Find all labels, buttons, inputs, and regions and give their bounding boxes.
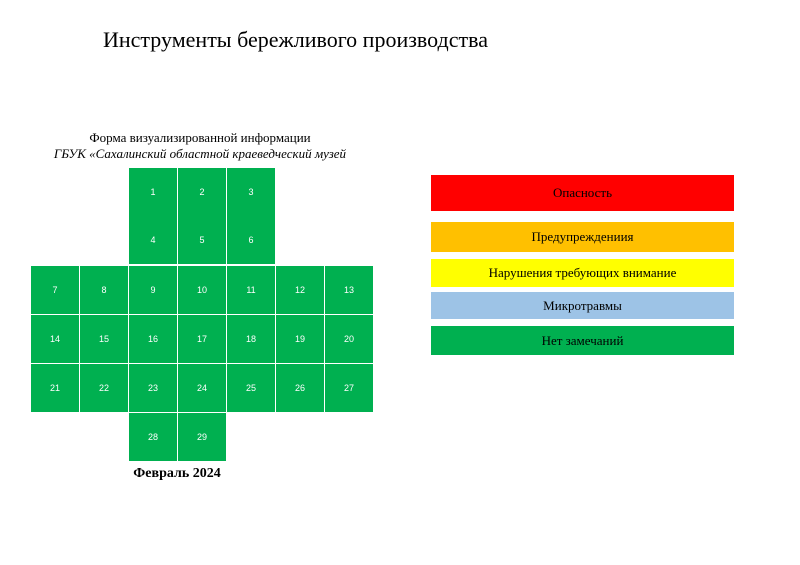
calendar-day-cell: 18: [227, 315, 275, 363]
organization-name: ГБУК «Сахалинский областной краеведческий музей: [53, 146, 347, 161]
calendar-day-cell: 25: [227, 364, 275, 412]
calendar-day-cell: 28: [129, 413, 177, 461]
calendar-day-cell: 11: [227, 266, 275, 314]
calendar-day-cell: 21: [31, 364, 79, 412]
calendar-day-cell: 23: [129, 364, 177, 412]
page-title: Инструменты бережливого производства: [103, 27, 488, 52]
legend-item: Нет замечаний: [431, 326, 734, 355]
calendar-day-cell: 19: [276, 315, 324, 363]
calendar-day-cell: 27: [325, 364, 373, 412]
calendar-day-cell: 12: [276, 266, 324, 314]
legend-item: Предупреждениия: [431, 222, 734, 252]
calendar-day-cell: 24: [178, 364, 226, 412]
calendar-day-cell: 15: [80, 315, 128, 363]
form-caption: [40, 130, 360, 162]
calendar-day-cell: 5: [178, 216, 226, 264]
calendar-day-cell: 8: [80, 266, 128, 314]
form-caption-title: Форма визуализированной информации: [89, 130, 311, 145]
legend-item: Нарушения требующих внимание: [431, 259, 734, 287]
calendar-day-cell: 1: [129, 168, 177, 216]
calendar-day-cell: 22: [80, 364, 128, 412]
calendar-day-cell: 14: [31, 315, 79, 363]
calendar-day-cell: 29: [178, 413, 226, 461]
calendar-day-cell: 4: [129, 216, 177, 264]
calendar-day-cell: 10: [178, 266, 226, 314]
calendar-day-cell: 9: [129, 266, 177, 314]
calendar-day-cell: 26: [276, 364, 324, 412]
calendar-day-cell: 13: [325, 266, 373, 314]
calendar-day-cell: 3: [227, 168, 275, 216]
calendar-day-cell: 16: [129, 315, 177, 363]
calendar-day-cell: 17: [178, 315, 226, 363]
calendar-month: Февраль 2024: [133, 466, 221, 481]
calendar-day-cell: 6: [227, 216, 275, 264]
calendar-day-cell: 2: [178, 168, 226, 216]
legend-item: Микротравмы: [431, 292, 734, 319]
calendar-day-cell: 20: [325, 315, 373, 363]
calendar-day-cell: 7: [31, 266, 79, 314]
legend-item: Опасность: [431, 175, 734, 211]
